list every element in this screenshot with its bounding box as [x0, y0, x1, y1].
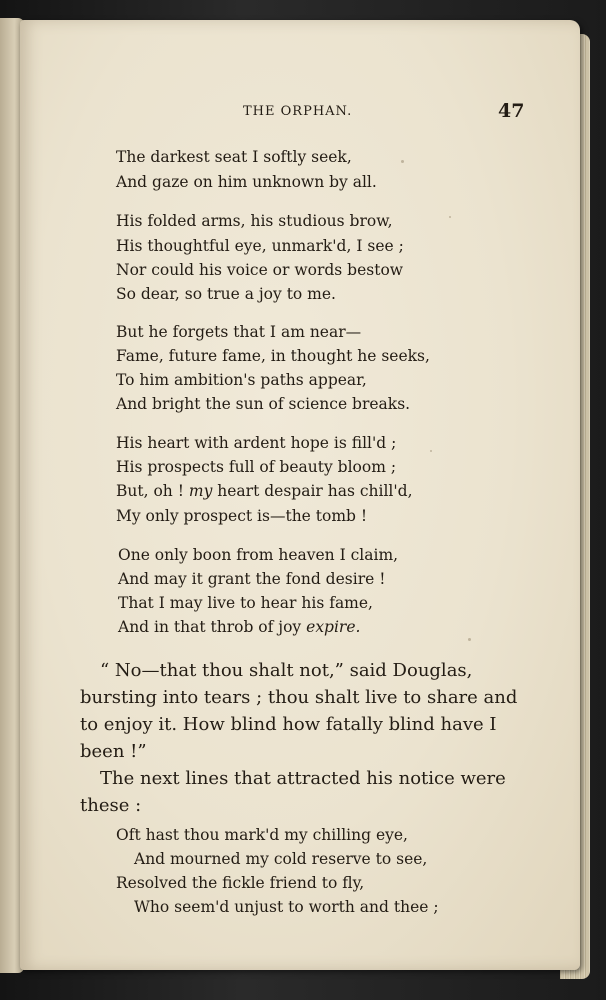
italic-word: my: [188, 482, 213, 500]
running-head-title: THE ORPHAN.: [243, 104, 353, 119]
foxing-spot: [468, 638, 471, 641]
verse-line: [118, 618, 360, 636]
verse-line: To him ambition's paths appear,: [116, 371, 367, 389]
verse-line: That I may live to hear his fame,: [118, 594, 373, 612]
prose-line: bursting into tears ; thou shalt live to share and: [80, 687, 518, 708]
quoted-verse-line: Who seem'd unjust to worth and thee ;: [134, 898, 439, 916]
book-page: [20, 20, 580, 970]
prose-line: The next lines that attracted his notice were: [100, 768, 506, 789]
verse-line: [116, 482, 413, 500]
foxing-spot: [401, 160, 404, 163]
prose-line: “ No—that thou shalt not,” said Douglas,: [100, 660, 473, 681]
verse-text: And in that throb of joy: [118, 618, 302, 636]
verse-line: His folded arms, his studious brow,: [116, 212, 393, 230]
verse-line: Fame, future fame, in thought he seeks,: [116, 347, 430, 365]
foxing-spot: [430, 450, 432, 452]
verse-line: And gaze on him unknown by all.: [116, 173, 377, 191]
verse-text: But, oh !: [116, 482, 184, 500]
verse-line: Nor could his voice or words bestow: [116, 261, 404, 279]
prose-line: been !”: [80, 741, 147, 762]
page-number: 47: [498, 100, 525, 122]
verse-line: The darkest seat I softly seek,: [116, 148, 352, 166]
italic-word: expire.: [306, 618, 361, 636]
quoted-verse-line: And mourned my cold reserve to see,: [134, 850, 428, 868]
verse-line: And bright the sun of science breaks.: [116, 395, 411, 413]
foxing-spot: [449, 216, 451, 218]
verse-line: But he forgets that I am near—: [116, 323, 362, 341]
verse-line: So dear, so true a joy to me.: [116, 285, 336, 303]
verse-line: His thoughtful eye, unmark'd, I see ;: [116, 237, 404, 255]
running-head: [20, 100, 580, 128]
prose-line: these :: [80, 795, 142, 816]
verse-line: His prospects full of beauty bloom ;: [116, 458, 397, 476]
quoted-verse-line: Resolved the fickle friend to fly,: [116, 874, 365, 892]
verse-line: My only prospect is—the tomb !: [116, 507, 368, 525]
verse-line: His heart with ardent hope is fill'd ;: [116, 434, 397, 452]
verse-line: One only boon from heaven I claim,: [118, 546, 399, 564]
quoted-verse-line: Oft hast thou mark'd my chilling eye,: [116, 826, 408, 844]
verse-text: heart despair has chill'd,: [217, 482, 413, 500]
prose-line: to enjoy it. How blind how fatally blind have I: [80, 714, 497, 735]
verse-line: And may it grant the fond desire !: [118, 570, 386, 588]
